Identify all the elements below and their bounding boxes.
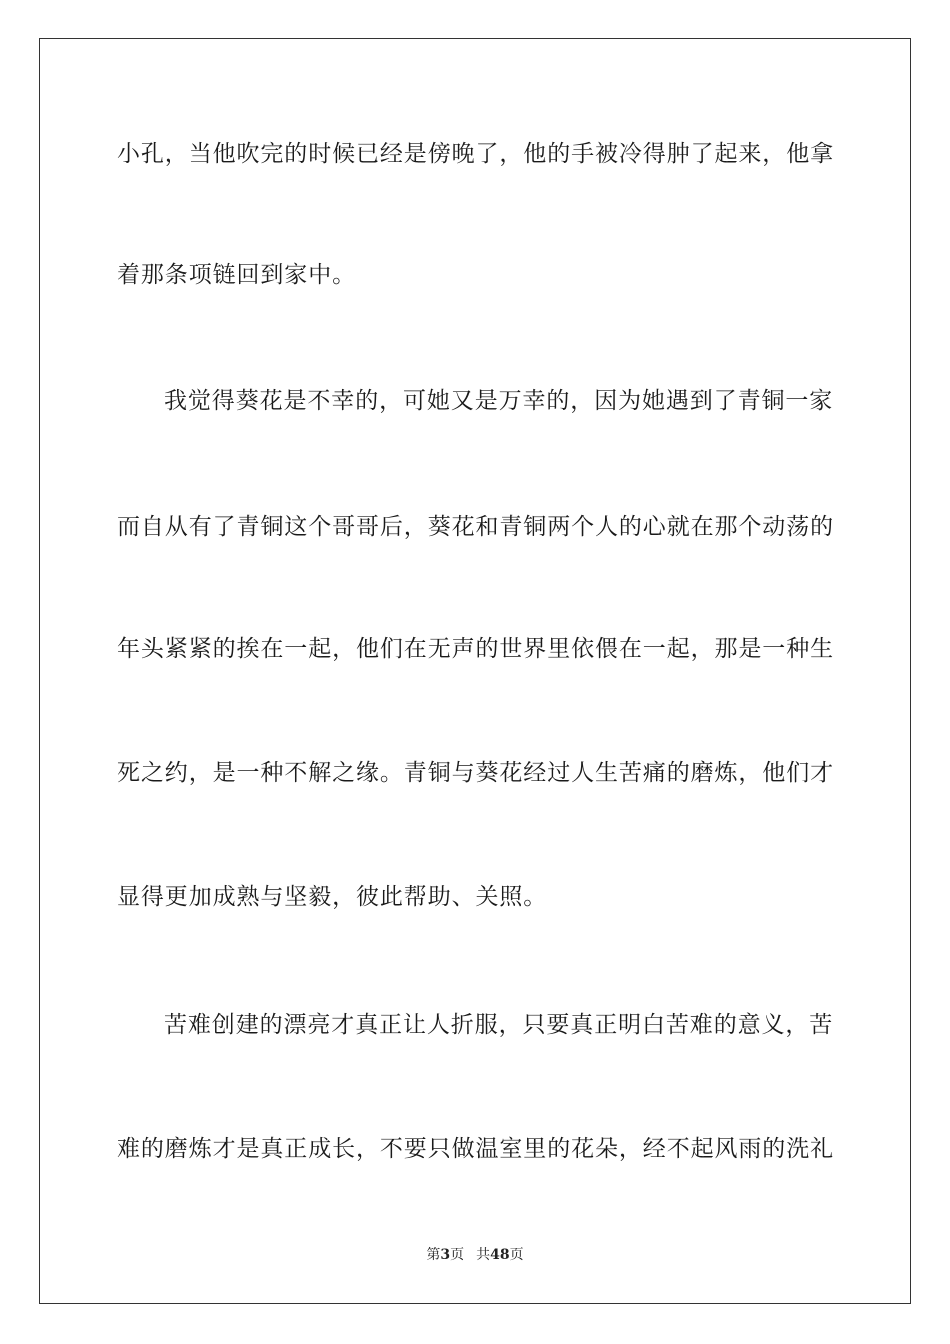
page-prefix: 第 (426, 1247, 441, 1263)
paragraph-start-line: 我觉得葵花是不幸的，可她又是万幸的，因为她遇到了青铜一家 (164, 388, 834, 414)
text-line: 难的磨炼才是真正成长，不要只做温室里的花朵，经不起风雨的洗礼 (117, 1136, 834, 1162)
total-pages: 48 (490, 1247, 510, 1263)
text-line: 年头紧紧的挨在一起，他们在无声的世界里依偎在一起，那是一种生 (117, 636, 834, 662)
paragraph-start-line: 苦难创建的漂亮才真正让人折服，只要真正明白苦难的意义，苦 (164, 1012, 834, 1038)
total-suffix: 页 (509, 1247, 524, 1263)
page-number: 3 (440, 1247, 451, 1263)
text-line: 而自从有了青铜这个哥哥后，葵花和青铜两个人的心就在那个动荡的 (117, 514, 834, 540)
text-line: 着那条项链回到家中。 (117, 262, 356, 288)
text-line: 小孔，当他吹完的时候已经是傍晚了，他的手被冷得肿了起来，他拿 (117, 141, 834, 167)
total-prefix: 共 (476, 1247, 491, 1263)
text-line: 死之约，是一种不解之缘。青铜与葵花经过人生苦痛的磨炼，他们才 (117, 760, 834, 786)
text-line: 显得更加成熟与坚毅，彼此帮助、关照。 (117, 884, 548, 910)
page-suffix: 页 (450, 1247, 465, 1263)
page-border (39, 38, 911, 1304)
page-footer (0, 1246, 950, 1264)
